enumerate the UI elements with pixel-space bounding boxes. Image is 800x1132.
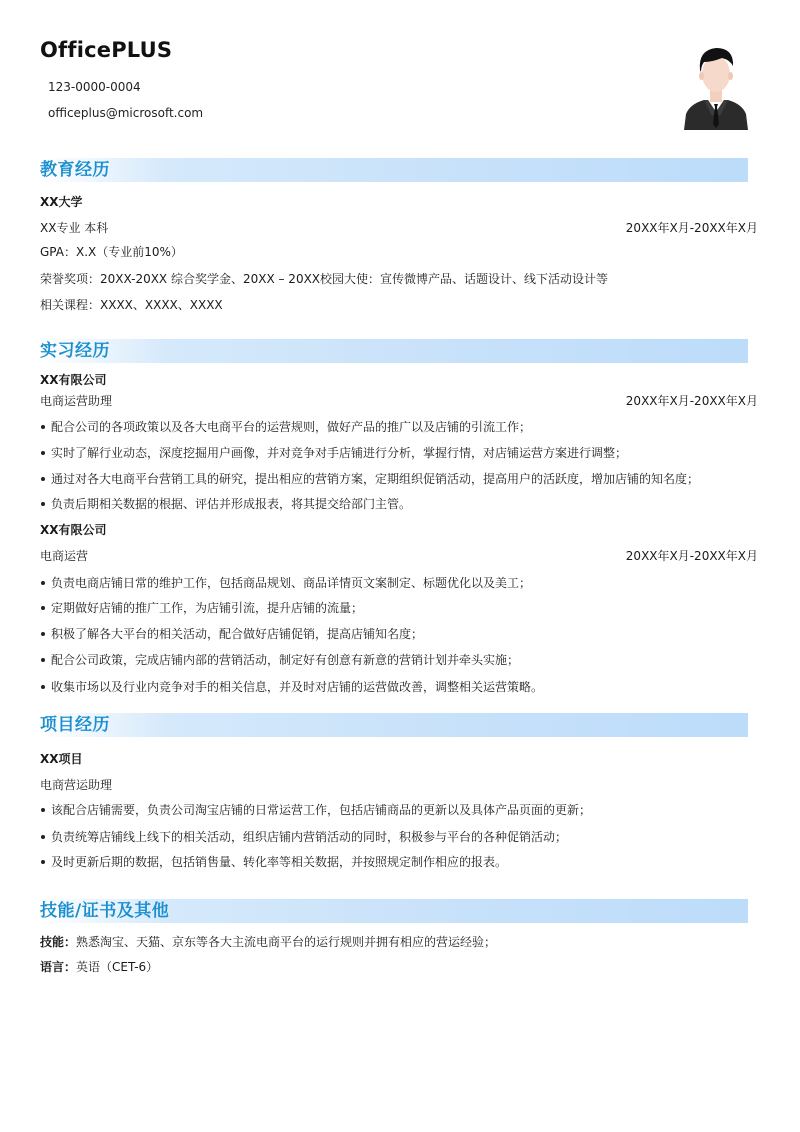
project-name: XX项目 [40,752,83,766]
bullet-icon [41,477,45,481]
bullet-icon [41,835,45,839]
honors: 荣誉奖项：20XX-20XX 综合奖学金、20XX – 20XX校园大使：宣传微博产品、话题设计、线下活动设计等 [40,272,609,286]
project-section-header [40,713,748,737]
job-date: 20XX年X月-20XX年X月 [625,549,758,563]
education-section-title: 教育经历 [40,160,110,180]
education-row [40,220,758,236]
job-role: 电商运营 [40,549,89,563]
skills-label: 技能： [40,935,77,949]
skills-row [40,934,758,950]
bullet-icon [41,502,45,506]
bullet-icon [41,451,45,455]
phone-number: 123-0000-0004 [48,80,141,94]
list-item: 配合公司的各项政策以及各大电商平台的运营规则，做好产品的推广以及店铺的引流工作； [40,419,758,435]
school-name: XX大学 [40,195,83,209]
skills-section-title: 技能/证书及其他 [40,901,170,921]
job-row [40,393,758,409]
courses: 相关课程：XXXX、XXXX、XXXX [40,298,223,312]
company-name: XX有限公司 [40,373,107,387]
list-item: 及时更新后期的数据，包括销售量、转化率等相关数据，并按照规定制作相应的报表。 [40,854,758,870]
bullet-icon [41,860,45,864]
education-section-header [40,158,748,182]
list-item: 定期做好店铺的推广工作，为店铺引流，提升店铺的流量； [40,600,758,616]
bullet-icon [41,658,45,662]
education-date: 20XX年X月-20XX年X月 [625,221,758,235]
job-date: 20XX年X月-20XX年X月 [625,394,758,408]
project-section-title: 项目经历 [40,715,110,735]
bullet-icon [41,581,45,585]
list-item: 积极了解各大平台的相关活动，配合做好店铺促销，提高店铺知名度； [40,626,758,642]
company-name: XX有限公司 [40,523,107,537]
internship-section-header [40,339,748,363]
resume-header [40,38,760,138]
language-row [40,959,758,975]
list-item: 收集市场以及行业内竞争对手的相关信息，并及时对店铺的运营做改善，调整相关运营策略。 [40,679,758,695]
major-degree: XX专业 本科 [40,221,109,235]
list-item: 负责电商店铺日常的维护工作，包括商品规划、商品详情页文案制定、标题优化以及美工； [40,575,758,591]
language-label: 语言： [40,960,77,974]
bullet-icon [41,808,45,812]
list-item: 实时了解行业动态，深度挖掘用户画像，并对竞争对手店铺进行分析，掌握行情，对店铺运营方案进行调整； [40,445,758,461]
internship-section-title: 实习经历 [40,341,110,361]
list-item: 通过对各大电商平台营销工具的研究，提出相应的营销方案，定期组织促销活动，提高用户的活跃度，增加店铺的知名度； [40,471,758,487]
list-item: 配合公司政策，完成店铺内部的营销活动，制定好有创意有新意的营销计划并牵头实施； [40,652,758,668]
list-item: 负责后期相关数据的根据、评估并形成报表，将其提交给部门主管。 [40,496,758,512]
email-address: officeplus@microsoft.com [48,106,204,120]
language-text: 英语（CET-6） [76,960,159,974]
job-role: 电商运营助理 [40,394,113,408]
gpa: GPA：X.X（专业前10%） [40,245,183,259]
bullet-icon [41,606,45,610]
skills-text: 熟悉淘宝、天猫、京东等各大主流电商平台的运行规则并拥有相应的营运经验； [76,935,497,949]
project-role: 电商营运助理 [40,778,113,792]
candidate-name: OfficePLUS [40,38,173,62]
bullet-icon [41,425,45,429]
bullet-icon [41,685,45,689]
job-row [40,548,758,564]
list-item: 该配合店铺需要，负责公司淘宝店铺的日常运营工作，包括店铺商品的更新以及具体产品页面的更新； [40,802,758,818]
list-item: 负责统筹店铺线上线下的相关活动，组织店铺内营销活动的同时，积极参与平台的各种促销活动； [40,829,758,845]
skills-section-header [40,899,748,923]
avatar-icon [682,40,750,130]
bullet-icon [41,632,45,636]
